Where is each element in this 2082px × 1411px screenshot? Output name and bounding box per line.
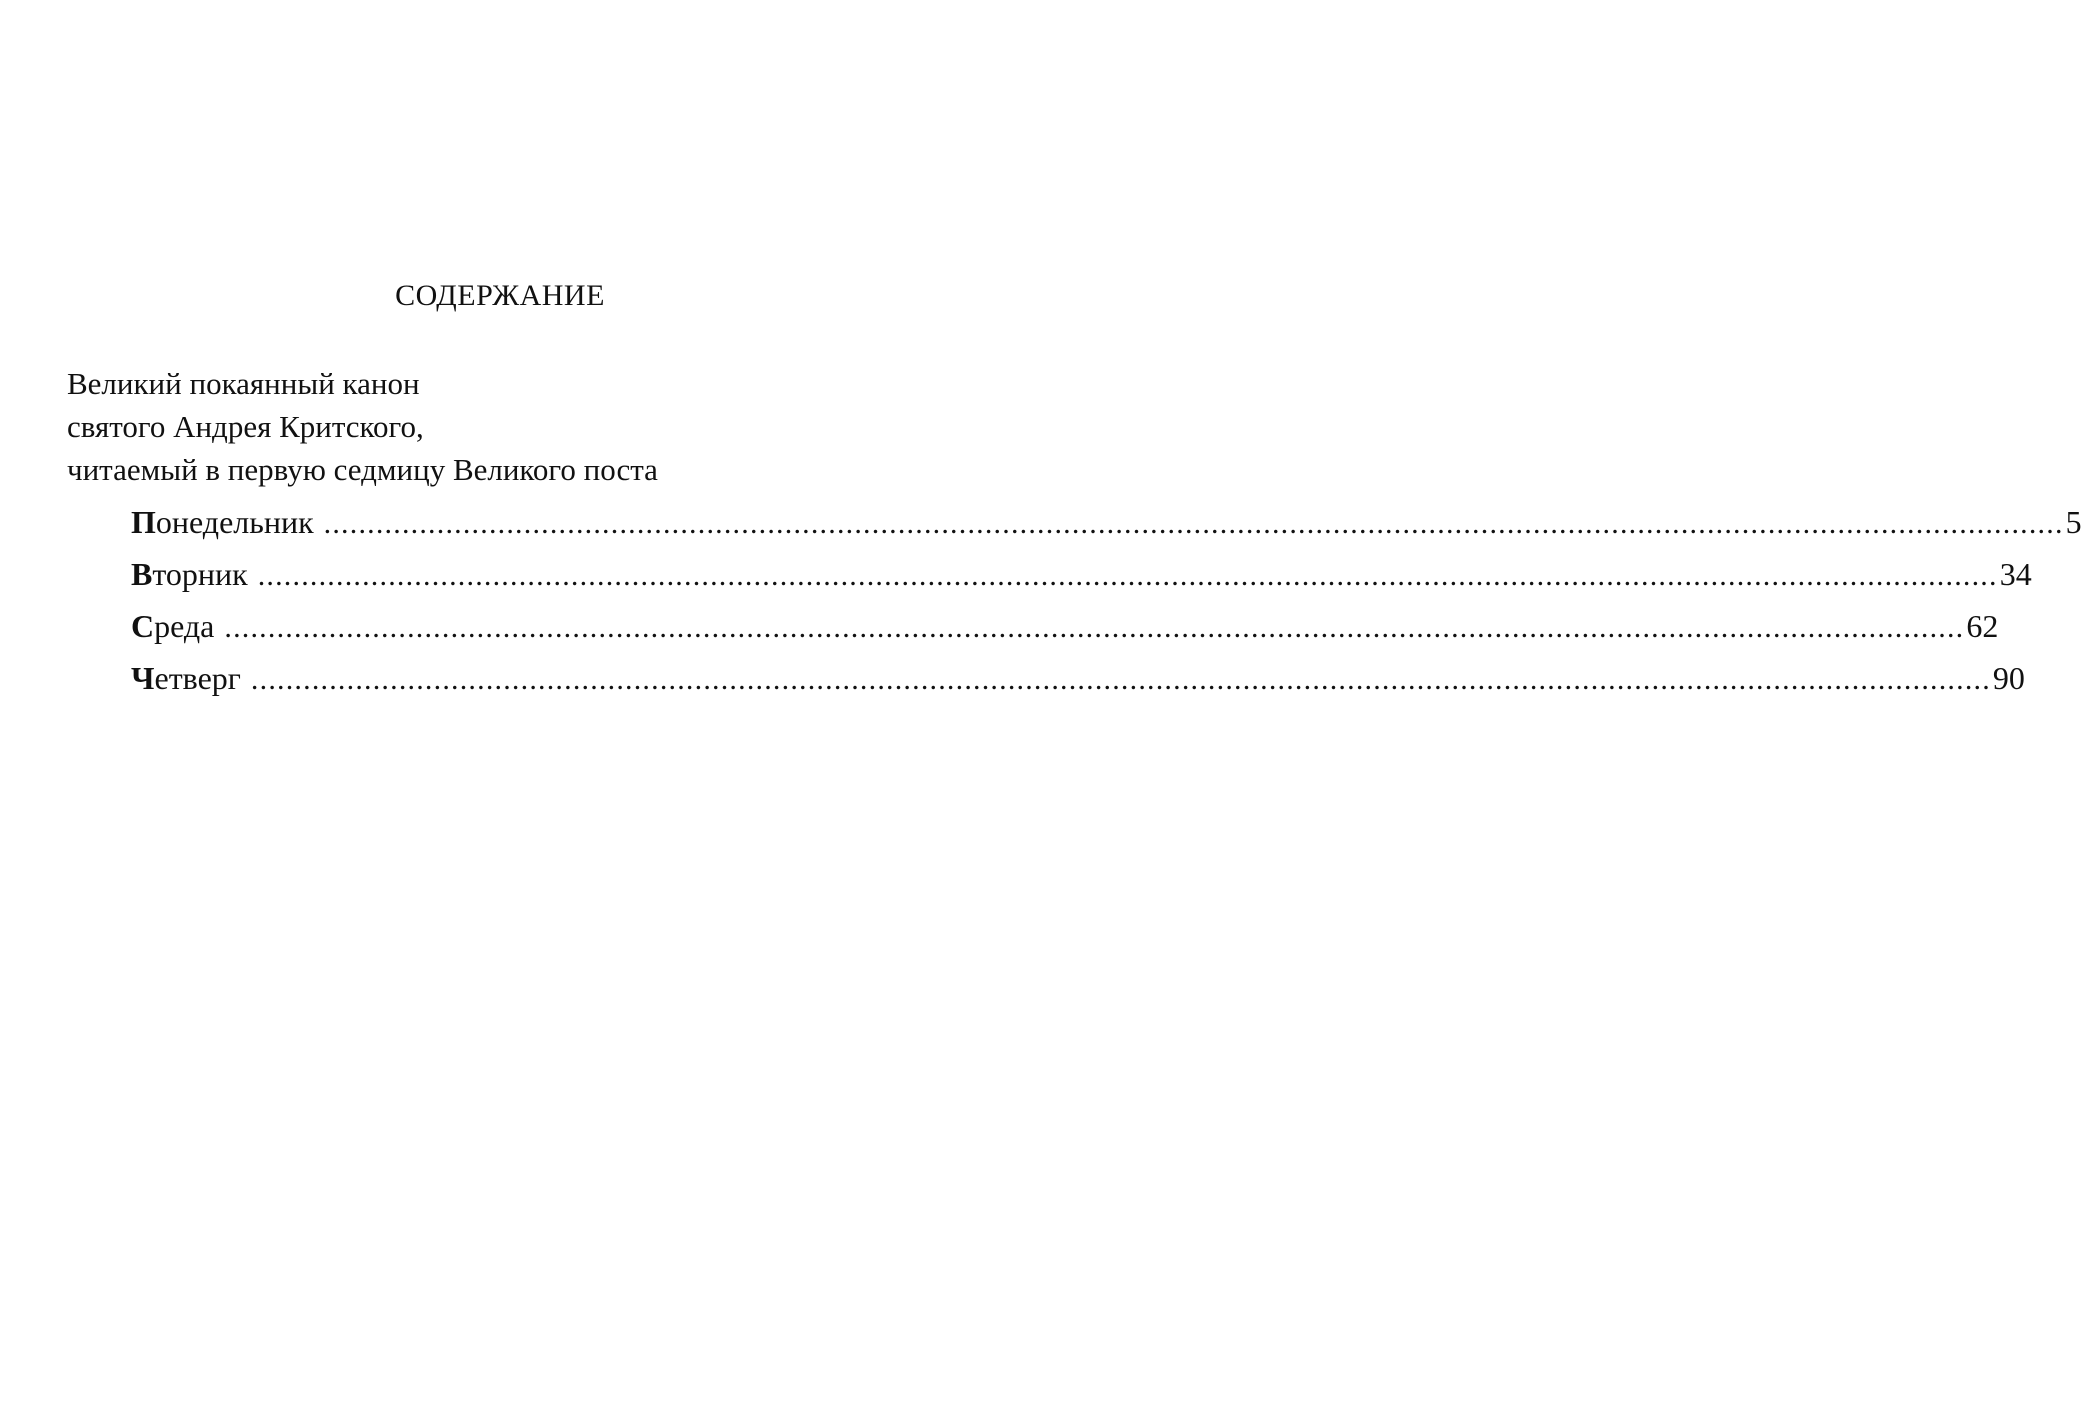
toc-entry-tuesday[interactable] xyxy=(131,548,2032,600)
toc-entry-rest: торник xyxy=(152,556,248,592)
dot-leader: ........................................................................................................................................................................................................ xyxy=(250,663,1991,696)
toc-entry-label xyxy=(131,600,214,652)
section-heading xyxy=(67,362,658,491)
toc-entry-monday[interactable] xyxy=(131,496,2082,548)
toc-entry-page: 5 xyxy=(2065,504,2082,540)
toc-entry-initial: В xyxy=(131,556,153,592)
toc-entry-initial: С xyxy=(131,608,155,644)
toc-entry-thursday[interactable] xyxy=(131,652,2025,704)
toc-entry-rest: етверг xyxy=(154,660,241,696)
section-heading-line: святого Андрея Критского, xyxy=(67,409,424,444)
toc-entry-page: 62 xyxy=(1966,608,1999,644)
toc-entry-wednesday[interactable] xyxy=(131,600,1999,652)
toc-entry-page: 34 xyxy=(1999,556,2032,592)
toc-entry-label xyxy=(131,496,314,548)
page-title: СОДЕРЖАНИЕ xyxy=(395,279,605,312)
table-of-contents xyxy=(131,496,2082,704)
toc-entry-page: 90 xyxy=(1992,660,2025,696)
toc-entry-initial: П xyxy=(131,504,156,540)
dot-leader: ........................................................................................................................................................................................................ xyxy=(257,559,1998,592)
dot-leader: ........................................................................................................................................................................................................ xyxy=(323,507,2064,540)
toc-entry-initial: Ч xyxy=(131,660,155,696)
toc-entry-label xyxy=(131,652,241,704)
section-heading-line: Великий покаянный канон xyxy=(67,366,420,401)
section-heading-line: читаемый в первую седмицу Великого поста xyxy=(67,452,658,487)
toc-entry-label xyxy=(131,548,248,600)
toc-entry-rest: онедельник xyxy=(155,504,314,540)
toc-entry-rest: реда xyxy=(154,608,215,644)
dot-leader: ........................................................................................................................................................................................................ xyxy=(224,611,1965,644)
